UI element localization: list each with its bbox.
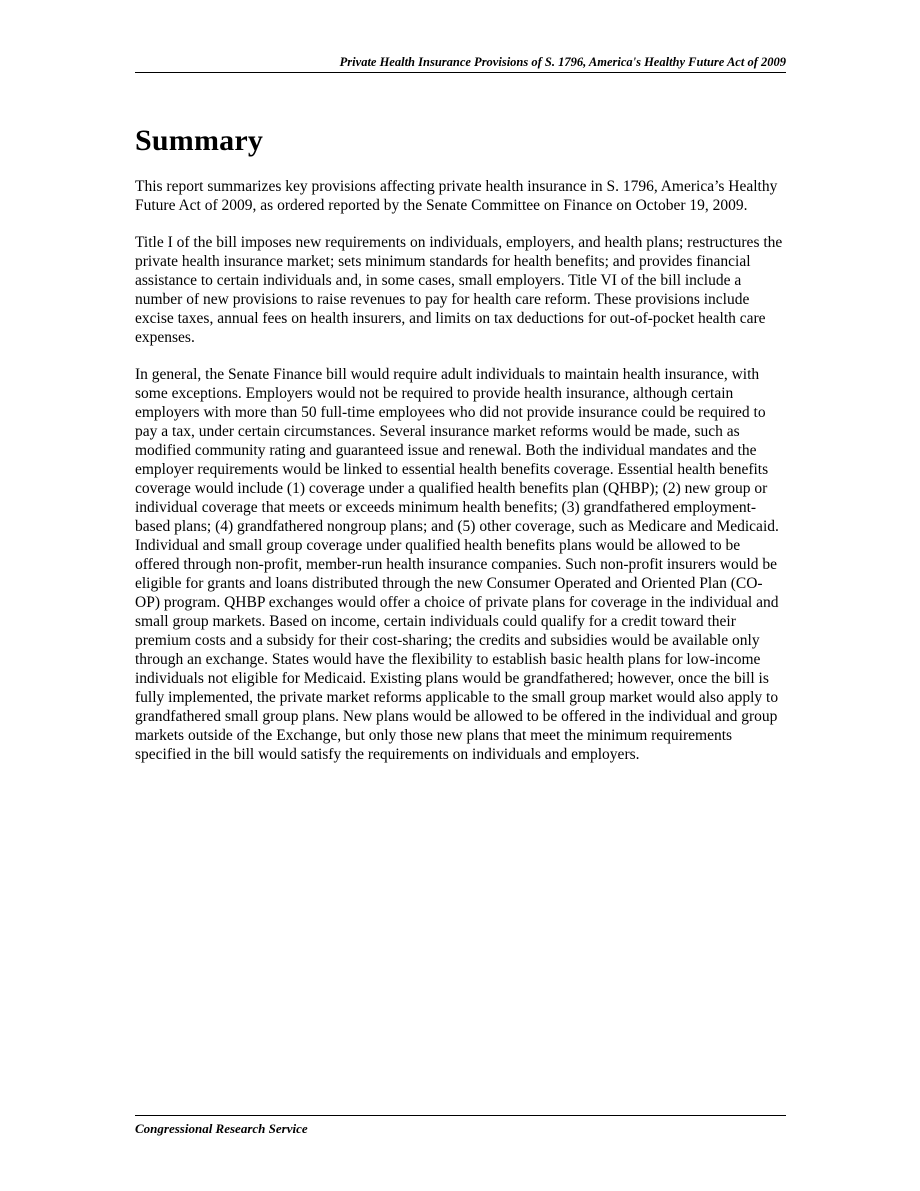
section-heading: Summary xyxy=(135,124,264,157)
paragraph-title-provisions: Title I of the bill imposes new requirements on individuals, employers, and health plans; restructures the private health insurance market; sets minimum standards for health benefits; and provides financial assistance to certain individuals and, in some cases, small employers. Title VI of the bill include a number of new provisions to raise revenues to pay for health care reform. These provisions include excise taxes, annual fees on health insurers, and limits on tax deductions for out-of-pocket health care expenses. xyxy=(135,234,783,346)
running-footer-organization: Congressional Research Service xyxy=(135,1121,308,1136)
header-divider xyxy=(135,72,786,73)
paragraph-intro: This report summarizes key provisions affecting private health insurance in S. 1796, America’s Healthy Future Act of 2009, as ordered reported by the Senate Committee on Finance on October 19, 2009. xyxy=(135,178,778,214)
footer-divider xyxy=(135,1115,786,1116)
running-header-title: Private Health Insurance Provisions of S. 1796, America's Healthy Future Act of 2009 xyxy=(339,55,786,69)
paragraph-general-overview: In general, the Senate Finance bill would require adult individuals to maintain health insurance, with some exceptions. Employers would not be required to provide health insurance, although certain employers with more than 50 full-time employees who did not provide insurance could be required to pay a tax, under certain circumstances. Several insurance market reforms would be made, such as modified community rating and guaranteed issue and renewal. Both the individual mandates and the employer requirements would be linked to essential health benefits coverage. Essential health benefits coverage would include (1) coverage under a qualified health benefits plan (QHBP); (2) new group or individual coverage that meets or exceeds minimum health benefits; (3) grandfathered employment-based plans; (4) grandfathered nongroup plans; and (5) other coverage, such as Medicare and Medicaid. Individual and small group coverage under qualified health benefits plans would be allowed to be offered through non-profit, member-run health insurance companies. Such non-profit insurers would be eligible for grants and loans distributed through the new Consumer Operated and Oriented Plan (CO-OP) program. QHBP exchanges would offer a choice of private plans for coverage in the individual and small group markets. Based on income, certain individuals could qualify for a credit toward their premium costs and a subsidy for their cost-sharing; the credits and subsidies would be available only through an exchange. States would have the flexibility to establish basic health plans for low-income individuals not eligible for Medicaid. Existing plans would be grandfathered; however, once the bill is fully implemented, the private market reforms applicable to the small group market would also apply to grandfathered small group plans. New plans would be allowed to be offered in the individual and group markets outside of the Exchange, but only those new plans that meet the minimum requirements specified in the bill would satisfy the requirements on individuals and employers. xyxy=(135,366,779,763)
document-body xyxy=(135,120,786,764)
